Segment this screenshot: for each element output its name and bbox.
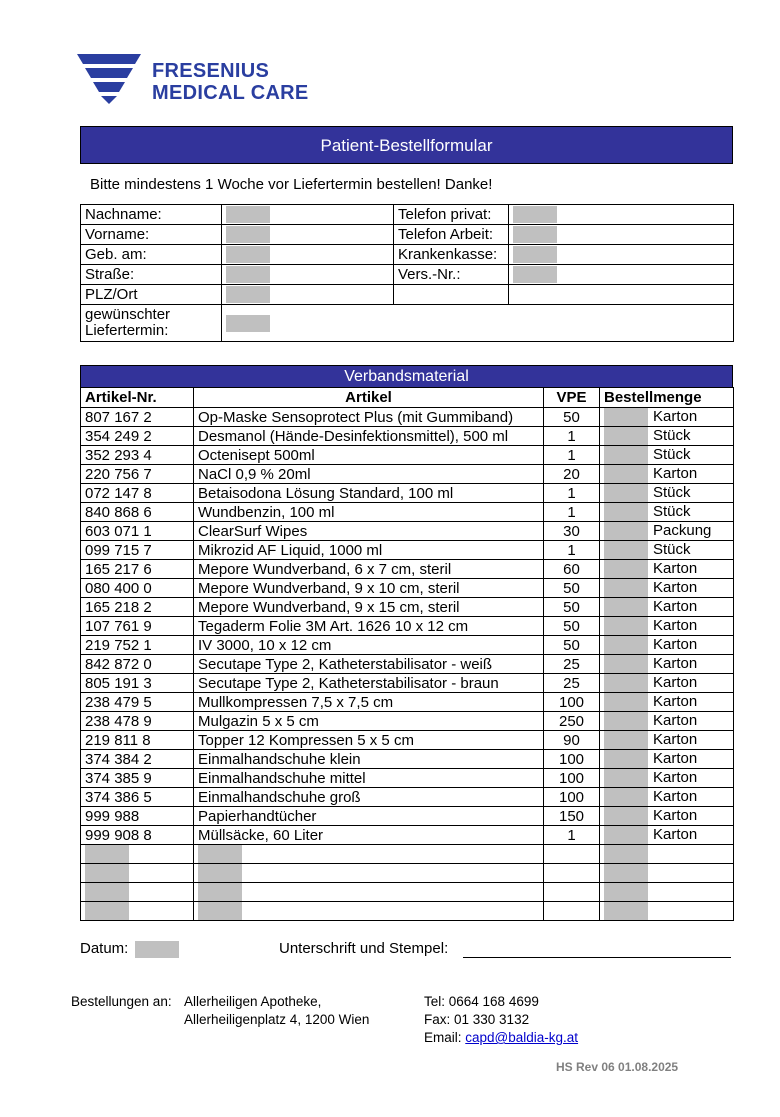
vpe-value: 1	[544, 427, 600, 446]
table-row	[81, 636, 734, 655]
artikel-nr: 220 756 7	[81, 465, 194, 484]
blank-row	[81, 864, 734, 883]
bestellmenge-field[interactable]	[604, 503, 648, 521]
label-krankenkasse: Krankenkasse:	[394, 245, 509, 265]
label-nachname: Nachname:	[81, 205, 222, 225]
unit-label: Karton	[653, 636, 698, 653]
blank-artikel-nr-field[interactable]	[81, 883, 194, 902]
blank-artikel-nr-field[interactable]	[81, 902, 194, 921]
artikel-nr: 219 811 8	[81, 731, 194, 750]
artikel-nr: 999 908 8	[81, 826, 194, 845]
artikel-name: IV 3000, 10 x 12 cm	[194, 636, 544, 655]
table-row	[81, 446, 734, 465]
artikel-nr: 352 293 4	[81, 446, 194, 465]
datum-row	[80, 940, 179, 958]
address-line-1: Allerheiligen Apotheke,	[184, 994, 322, 1009]
bestellmenge-field[interactable]	[604, 408, 648, 426]
patient-info-table	[80, 204, 734, 342]
vpe-value: 100	[544, 693, 600, 712]
vpe-value: 20	[544, 465, 600, 484]
unit-label: Karton	[653, 617, 698, 634]
artikel-nr: 219 752 1	[81, 636, 194, 655]
label-geburtsdatum: Geb. am:	[81, 245, 222, 265]
table-row	[81, 750, 734, 769]
artikel-nr: 840 868 6	[81, 503, 194, 522]
bestellmenge-cell	[600, 693, 734, 712]
artikel-name: Secutape Type 2, Katheterstabilisator - weiß	[194, 655, 544, 674]
artikel-nr: 238 479 5	[81, 693, 194, 712]
artikel-name: Einmalhandschuhe klein	[194, 750, 544, 769]
table-row	[81, 826, 734, 845]
vpe-value: 50	[544, 636, 600, 655]
blank-artikel-field[interactable]	[194, 864, 544, 883]
column-header-artikel-nr: Artikel-Nr.	[81, 388, 194, 408]
blank-menge-field[interactable]	[600, 864, 734, 883]
artikel-name: Mepore Wundverband, 9 x 10 cm, steril	[194, 579, 544, 598]
bestellmenge-field[interactable]	[604, 750, 648, 768]
blank-row	[81, 902, 734, 921]
bestellmenge-cell	[600, 598, 734, 617]
unit-label: Karton	[653, 674, 698, 691]
bestellmenge-cell	[600, 769, 734, 788]
table-row	[81, 788, 734, 807]
bestellmenge-field[interactable]	[604, 731, 648, 749]
section-title: Verbandsmaterial	[80, 365, 733, 388]
artikel-name: Secutape Type 2, Katheterstabilisator - braun	[194, 674, 544, 693]
vpe-value: 100	[544, 788, 600, 807]
table-row	[81, 731, 734, 750]
artikel-name: Mullkompressen 7,5 x 7,5 cm	[194, 693, 544, 712]
table-row	[81, 408, 734, 427]
artikel-name: NaCl 0,9 % 20ml	[194, 465, 544, 484]
contact-fax: Fax: 01 330 3132	[424, 1012, 530, 1027]
vpe-value: 150	[544, 807, 600, 826]
table-row	[81, 617, 734, 636]
label-vorname: Vorname:	[81, 225, 222, 245]
artikel-name: Topper 12 Kompressen 5 x 5 cm	[194, 731, 544, 750]
blank-menge-field[interactable]	[600, 883, 734, 902]
bestellmenge-field[interactable]	[604, 427, 648, 445]
vorname-field[interactable]	[222, 225, 394, 245]
blank-artikel-nr-field[interactable]	[81, 864, 194, 883]
plz-ort-field[interactable]	[222, 285, 394, 305]
vpe-value: 25	[544, 674, 600, 693]
artikel-name: Desmanol (Hände-Desinfektionsmittel), 500 ml	[194, 427, 544, 446]
bestellmenge-cell	[600, 674, 734, 693]
vpe-value: 30	[544, 522, 600, 541]
bestellmenge-field[interactable]	[604, 693, 648, 711]
unit-label: Karton	[653, 655, 698, 672]
bestellmenge-cell	[600, 484, 734, 503]
artikel-nr: 603 071 1	[81, 522, 194, 541]
vpe-value: 1	[544, 541, 600, 560]
bestellmenge-field[interactable]	[604, 579, 648, 597]
artikel-nr: 165 217 6	[81, 560, 194, 579]
unit-label: Karton	[653, 807, 698, 824]
bestellmenge-field[interactable]	[604, 541, 648, 559]
blank-menge-field[interactable]	[600, 902, 734, 921]
unit-label: Stück	[653, 503, 691, 520]
versicherungsnummer-field[interactable]	[509, 265, 734, 285]
table-row	[81, 503, 734, 522]
artikel-nr: 099 715 7	[81, 541, 194, 560]
artikel-name: Op-Maske Sensoprotect Plus (mit Gummiband)	[194, 408, 544, 427]
form-title: Patient-Bestellformular	[80, 126, 733, 164]
artikel-nr: 080 400 0	[81, 579, 194, 598]
krankenkasse-field[interactable]	[509, 245, 734, 265]
vpe-value: 50	[544, 617, 600, 636]
artikel-nr: 107 761 9	[81, 617, 194, 636]
artikel-nr: 072 147 8	[81, 484, 194, 503]
vpe-value: 90	[544, 731, 600, 750]
contact-tel: Tel: 0664 168 4699	[424, 994, 539, 1009]
label-plz-ort: PLZ/Ort	[81, 285, 222, 305]
brand-name	[152, 60, 309, 104]
table-row	[81, 712, 734, 731]
artikel-nr: 807 167 2	[81, 408, 194, 427]
unit-label: Stück	[653, 446, 691, 463]
bestellmenge-field[interactable]	[604, 484, 648, 502]
unit-label: Karton	[653, 598, 698, 615]
bestellmenge-field[interactable]	[604, 446, 648, 464]
label-telefon-privat: Telefon privat:	[394, 205, 509, 225]
liefertermin-field[interactable]	[222, 305, 734, 342]
vpe-value: 50	[544, 408, 600, 427]
blank-row	[81, 883, 734, 902]
bestellmenge-cell	[600, 655, 734, 674]
bestellmenge-field[interactable]	[604, 560, 648, 578]
vpe-value: 1	[544, 446, 600, 465]
table-row	[81, 465, 734, 484]
unit-label: Stück	[653, 484, 691, 501]
unit-label: Karton	[653, 693, 698, 710]
strasse-field[interactable]	[222, 265, 394, 285]
bestellmenge-field[interactable]	[604, 826, 648, 844]
fresenius-logo-icon	[77, 52, 147, 108]
bestellmenge-cell	[600, 731, 734, 750]
artikel-nr: 374 384 2	[81, 750, 194, 769]
signature-line[interactable]	[463, 957, 731, 958]
blank-row	[81, 845, 734, 864]
table-row	[81, 560, 734, 579]
table-row	[81, 522, 734, 541]
email-link[interactable]: capd@baldia-kg.at	[465, 1030, 579, 1045]
unit-label: Packung	[653, 522, 712, 539]
telefon-privat-field[interactable]	[509, 205, 734, 225]
nachname-field[interactable]	[222, 205, 394, 225]
vpe-value: 1	[544, 826, 600, 845]
unit-label: Karton	[653, 560, 698, 577]
artikel-name: Einmalhandschuhe groß	[194, 788, 544, 807]
bestellmenge-field[interactable]	[604, 522, 648, 540]
artikel-name: ClearSurf Wipes	[194, 522, 544, 541]
label-strasse: Straße:	[81, 265, 222, 285]
artikel-name: Mikrozid AF Liquid, 1000 ml	[194, 541, 544, 560]
vpe-value: 60	[544, 560, 600, 579]
table-row	[81, 541, 734, 560]
datum-label: Datum:	[80, 940, 129, 957]
artikel-name: Mepore Wundverband, 9 x 15 cm, steril	[194, 598, 544, 617]
bestellmenge-cell	[600, 636, 734, 655]
artikel-nr: 999 988	[81, 807, 194, 826]
revision-info: HS Rev 06 01.08.2025	[556, 1060, 679, 1074]
bestellmenge-cell	[600, 465, 734, 484]
unit-label: Karton	[653, 769, 698, 786]
artikel-nr: 842 872 0	[81, 655, 194, 674]
artikel-name: Mulgazin 5 x 5 cm	[194, 712, 544, 731]
datum-field[interactable]	[135, 941, 179, 958]
column-header-vpe: VPE	[544, 388, 600, 408]
unit-label: Karton	[653, 731, 698, 748]
vpe-value: 1	[544, 503, 600, 522]
bestellmenge-cell	[600, 788, 734, 807]
bestellmenge-field[interactable]	[604, 598, 648, 616]
bestellmenge-cell	[600, 427, 734, 446]
artikel-name: Octenisept 500ml	[194, 446, 544, 465]
materials-table	[80, 387, 734, 921]
artikel-name: Papierhandtücher	[194, 807, 544, 826]
artikel-name: Mepore Wundverband, 6 x 7 cm, steril	[194, 560, 544, 579]
unit-label: Karton	[653, 579, 698, 596]
table-row	[81, 484, 734, 503]
bestellmenge-field[interactable]	[604, 636, 648, 654]
unit-label: Karton	[653, 788, 698, 805]
table-row	[81, 693, 734, 712]
bestellmenge-cell	[600, 560, 734, 579]
signature-label: Unterschrift und Stempel:	[279, 940, 449, 957]
bestellmenge-field[interactable]	[604, 712, 648, 730]
order-note: Bitte mindestens 1 Woche vor Liefertermin bestellen! Danke!	[90, 176, 493, 193]
unit-label: Karton	[653, 750, 698, 767]
bestellmenge-cell	[600, 579, 734, 598]
unit-label: Karton	[653, 712, 698, 729]
artikel-name: Betaisodona Lösung Standard, 100 ml	[194, 484, 544, 503]
table-row	[81, 655, 734, 674]
brand-line-1: FRESENIUS	[152, 60, 270, 82]
unit-label: Stück	[653, 541, 691, 558]
blank-artikel-field[interactable]	[194, 845, 544, 864]
artikel-nr: 354 249 2	[81, 427, 194, 446]
unit-label: Karton	[653, 408, 698, 425]
table-row	[81, 807, 734, 826]
label-telefon-arbeit: Telefon Arbeit:	[394, 225, 509, 245]
column-header-artikel: Artikel	[194, 388, 544, 408]
artikel-name: Einmalhandschuhe mittel	[194, 769, 544, 788]
blank-artikel-nr-field[interactable]	[81, 845, 194, 864]
geburtsdatum-field[interactable]	[222, 245, 394, 265]
bestellmenge-cell	[600, 750, 734, 769]
bestellmenge-cell	[600, 408, 734, 427]
bestellmenge-field[interactable]	[604, 465, 648, 483]
bestellmenge-field[interactable]	[604, 769, 648, 787]
vpe-value: 50	[544, 579, 600, 598]
email-label: Email:	[424, 1030, 462, 1045]
vpe-value: 100	[544, 750, 600, 769]
bestellmenge-field[interactable]	[604, 674, 648, 692]
bestellmenge-field[interactable]	[604, 807, 648, 825]
brand-line-2: MEDICAL CARE	[152, 82, 309, 104]
vpe-value: 50	[544, 598, 600, 617]
bestellmenge-cell	[600, 617, 734, 636]
artikel-nr: 805 191 3	[81, 674, 194, 693]
blank-artikel-field[interactable]	[194, 883, 544, 902]
table-row	[81, 674, 734, 693]
artikel-name: Tegaderm Folie 3M Art. 1626 10 x 12 cm	[194, 617, 544, 636]
bestellmenge-cell	[600, 446, 734, 465]
unit-label: Karton	[653, 465, 698, 482]
bestellmenge-field[interactable]	[604, 788, 648, 806]
contact-email	[424, 1029, 578, 1047]
blank-menge-field[interactable]	[600, 845, 734, 864]
label-versicherungsnummer: Vers.-Nr.:	[394, 265, 509, 285]
orders-label: Bestellungen an:	[71, 994, 172, 1009]
artikel-name: Wundbenzin, 100 ml	[194, 503, 544, 522]
bestellmenge-cell	[600, 826, 734, 845]
bestellmenge-cell	[600, 503, 734, 522]
bestellmenge-cell	[600, 807, 734, 826]
artikel-nr: 374 385 9	[81, 769, 194, 788]
unit-label: Karton	[653, 826, 698, 843]
vpe-value: 250	[544, 712, 600, 731]
table-row	[81, 427, 734, 446]
bestellmenge-cell	[600, 522, 734, 541]
bestellmenge-cell	[600, 712, 734, 731]
table-row	[81, 579, 734, 598]
bestellmenge-field[interactable]	[604, 655, 648, 673]
artikel-nr: 238 478 9	[81, 712, 194, 731]
label-liefertermin: gewünschter Liefertermin:	[81, 305, 222, 342]
vpe-value: 100	[544, 769, 600, 788]
vpe-value: 25	[544, 655, 600, 674]
artikel-name: Müllsäcke, 60 Liter	[194, 826, 544, 845]
table-row	[81, 769, 734, 788]
telefon-arbeit-field[interactable]	[509, 225, 734, 245]
artikel-nr: 165 218 2	[81, 598, 194, 617]
unit-label: Stück	[653, 427, 691, 444]
bestellmenge-field[interactable]	[604, 617, 648, 635]
column-header-bestellmenge: Bestellmenge	[600, 388, 734, 408]
vpe-value: 1	[544, 484, 600, 503]
address-line-2: Allerheiligenplatz 4, 1200 Wien	[184, 1012, 370, 1027]
table-row	[81, 598, 734, 617]
bestellmenge-cell	[600, 541, 734, 560]
artikel-nr: 374 386 5	[81, 788, 194, 807]
blank-artikel-field[interactable]	[194, 902, 544, 921]
